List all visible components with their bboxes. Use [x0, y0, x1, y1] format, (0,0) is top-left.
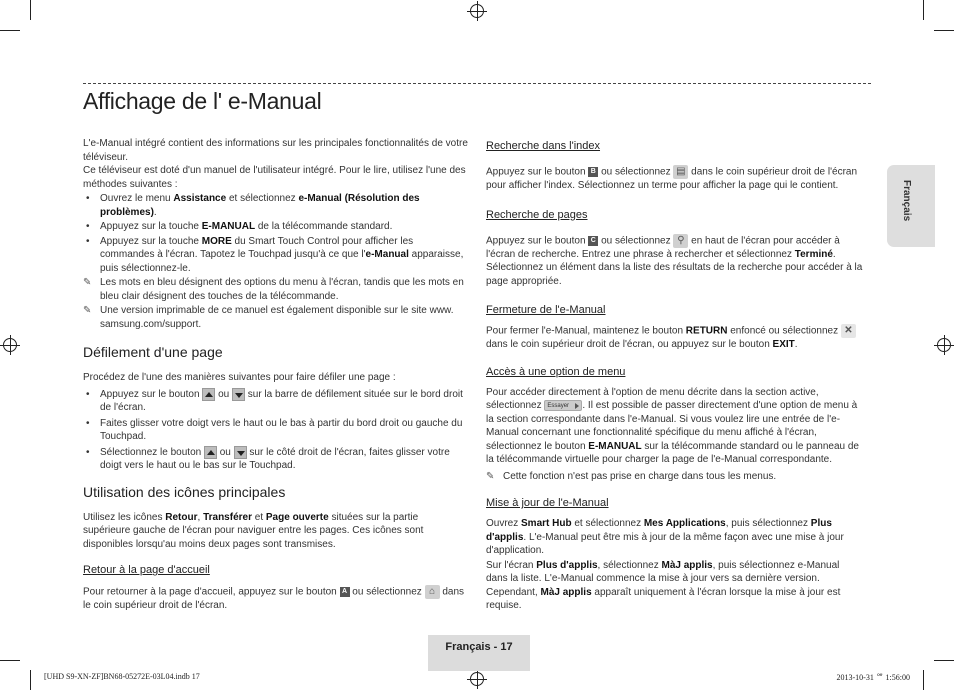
intro-paragraph: Ce téléviseur est doté d'un manuel de l'utilisateur intégré. Pour le lire, utilisez l'une des méthodes suivantes : — [83, 165, 466, 190]
left-column — [83, 137, 468, 613]
paragraph: Appuyez sur le bouton C ou sélectionnez ⚲ en haut de l'écran pour accéder à l'écran de recherche. Entrez une phrase à rechercher et sélectionnez Terminé. Sélectionnez un élément dans la liste des résultats de la recherche pour accéder à la page appropriée. — [486, 234, 863, 287]
subsection-heading: Mise à jour de l'e-Manual — [486, 497, 609, 510]
paragraph: Ouvrez Smart Hub et sélectionnez Mes Applications, puis sélectionnez Plus d'applis. L'e-Manual peut être mis à jour de la même façon avec une mise à jour d'application. — [486, 518, 844, 557]
section-heading: Utilisation des icônes principales — [83, 483, 286, 500]
subsection-heading: Accès à une option de menu — [486, 365, 626, 378]
crop-mark — [0, 660, 20, 661]
crop-mark — [934, 660, 954, 661]
page-number: Français - 17 — [445, 641, 513, 653]
scroll-up-icon — [202, 388, 215, 401]
home-icon: ⌂ — [425, 585, 440, 599]
list-item: • Appuyez sur la touche MORE du Smart Touch Control pour afficher les commandes à l'écran. Tapotez le Touchpad jusqu'à ce que l'e-Manual apparaisse, puis sélectionnez-le. — [83, 235, 468, 276]
scroll-up-icon — [204, 446, 217, 459]
note: ✎ Les mots en bleu désignent des options du menu à l'écran, tandis que les mots en bleu clair désignent des touches de la télécommande. — [83, 277, 464, 302]
crop-mark — [30, 670, 31, 690]
subsection-heading: Retour à la page d'accueil — [83, 564, 210, 577]
subsection-heading: Recherche de pages — [486, 208, 588, 221]
paragraph: Pour retourner à la page d'accueil, appuyez sur le bouton A ou sélectionnez ⌂ dans le coin supérieur droit de l'écran. — [83, 586, 465, 612]
footer-left: [UHD S9-XN-ZF]BN68-05272E-03L04.indb 17 — [44, 672, 200, 681]
registration-mark-icon — [470, 672, 484, 686]
scroll-down-icon — [232, 388, 245, 401]
list-item: • Appuyez sur le bouton ou sur la barre de défilement située sur le bord droit de l'écran. — [83, 388, 468, 415]
search-icon: ⚲ — [673, 234, 688, 248]
note: ✎ Une version imprimable de ce manuel est également disponible sur le site www. samsung.com/support. — [83, 305, 454, 330]
crop-mark — [934, 30, 954, 31]
intro-paragraph: L'e-Manual intégré contient des informations sur les principales fonctionnalités de votre téléviseur. — [83, 138, 468, 163]
b-key-icon: B — [588, 167, 598, 177]
paragraph: Procédez de l'une des manières suivantes pour faire défiler une page : — [83, 372, 396, 383]
close-icon: ✕ — [841, 324, 856, 338]
try-button-icon: Essayer — [544, 400, 582, 411]
footer-right: 2013-10-31 ᄋᄒ 1:56:00 — [836, 673, 910, 682]
crop-mark — [923, 670, 924, 690]
crop-mark — [0, 30, 20, 31]
subsection-heading: Fermeture de l'e-Manual — [486, 304, 606, 317]
page-title: Affichage de l' e-Manual — [83, 88, 322, 114]
paragraph: Pour accéder directement à l'option de menu décrite dans la section active, sélectionnez Essayer . Il est possible de passer directement d'une option de menu à la section correspondante dans l'e-Manual. Si vous voulez lire une entrée de l'e-Manual concernant une fonctionnalité spécifique du menu affiché à l'écran, sélectionnez le bouton E-MANUAL sur la télécommande standard ou le panneau de la télécommande virtuelle pour charger la page de l'e-Manual correspondante. — [486, 386, 859, 466]
registration-mark-icon — [3, 338, 17, 352]
pencil-icon: ✎ — [83, 277, 92, 288]
crop-mark — [30, 0, 31, 20]
right-column — [486, 139, 863, 613]
list-item: • Sélectionnez le bouton ou sur le côté droit de l'écran, faites glisser votre doigt vers le haut ou le bas sur le Touchpad. — [83, 446, 468, 473]
crop-mark — [923, 0, 924, 20]
list-item: • Faites glisser votre doigt vers le haut ou le bas à partir du bord droit ou gauche du Touchpad. — [83, 417, 468, 444]
note: ✎ Cette fonction n'est pas prise en charge dans tous les menus. — [486, 470, 777, 482]
list-item: • Appuyez sur la touche E-MANUAL de la télécommande standard. — [83, 220, 468, 234]
c-key-icon: C — [588, 236, 598, 246]
registration-mark-icon — [470, 4, 484, 18]
subsection-heading: Recherche dans l'index — [486, 140, 601, 152]
paragraph: Utilisez les icônes Retour, Transférer et Page ouverte situées sur la partie supérieure gauche de l'écran pour naviguer entre les pages. Ces icônes sont disponibles lorsqu'au moins deux pages sont transmises. — [83, 511, 424, 550]
paragraph: Pour fermer l'e-Manual, maintenez le bouton RETURN enfoncé ou sélectionnez ✕ dans le coin supérieur droit de l'écran, ou appuyez sur le bouton EXIT. — [486, 324, 863, 352]
paragraph: Appuyez sur le bouton B ou sélectionnez ▤ dans le coin supérieur droit de l'écran pour afficher l'index. Sélectionnez un terme pour afficher la page qui le contient. — [486, 166, 858, 192]
list-item: • Ouvrez le menu Assistance et sélectionnez e-Manual (Résolution des problèmes). — [83, 192, 468, 219]
header-divider — [83, 83, 871, 84]
paragraph: Sur l'écran Plus d'applis, sélectionnez MàJ applis, puis sélectionnez e-Manual dans la liste. L'e-Manual commence la mise à jour vers sa dernière version. Cependant, MàJ applis apparaît uniquement à l'écran lorsque la mise à jour est requise. — [486, 559, 841, 612]
pencil-icon: ✎ — [486, 470, 495, 482]
method-list — [83, 192, 468, 275]
a-key-icon: A — [340, 587, 350, 597]
section-heading: Défilement d'une page — [83, 344, 223, 360]
registration-mark-icon — [937, 338, 951, 352]
scroll-down-icon — [234, 446, 247, 459]
language-side-tab — [887, 165, 935, 247]
page-number-box — [428, 635, 530, 671]
scroll-list — [83, 388, 468, 473]
pencil-icon: ✎ — [83, 305, 92, 316]
side-tab-label: Français — [901, 180, 912, 222]
index-icon: ▤ — [673, 165, 688, 179]
